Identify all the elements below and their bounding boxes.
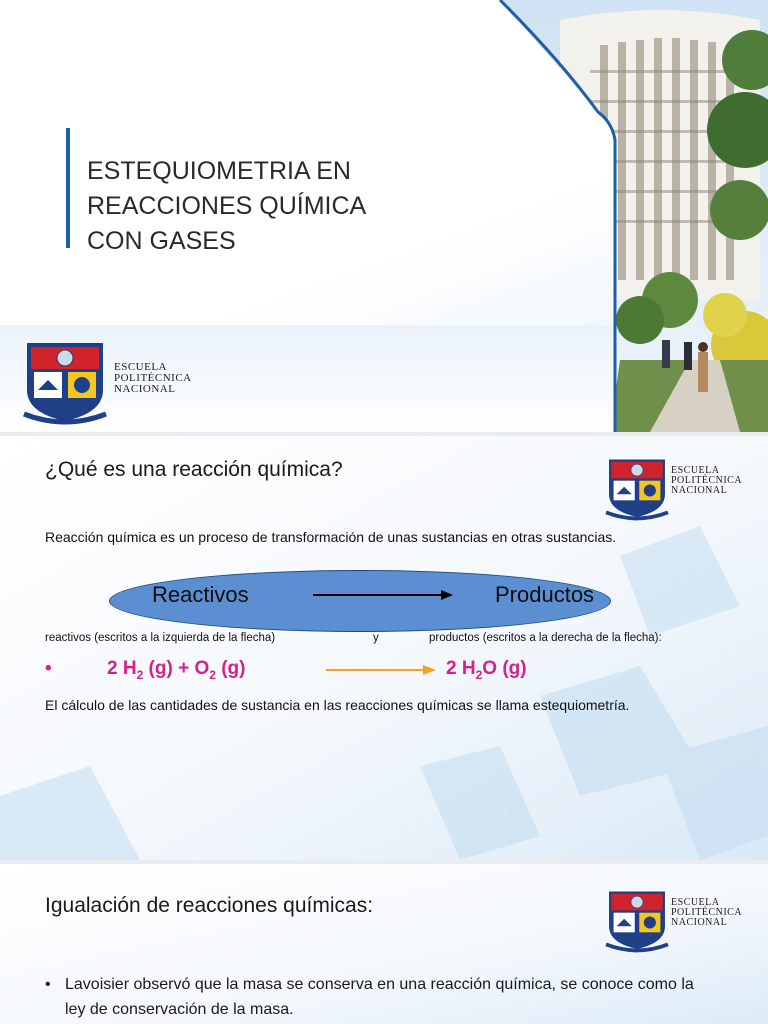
logo-text-line: POLITÉCNICA <box>671 475 743 486</box>
reactivos-note: reactivos (escritos a la izquierda de la flecha) <box>45 632 276 644</box>
shield-icon <box>603 886 671 956</box>
epn-logo <box>20 340 200 426</box>
logo-text <box>671 898 742 928</box>
slide-title <box>0 0 768 432</box>
title-accent-bar <box>66 128 70 248</box>
logo-text-line: ESCUELA <box>114 361 167 373</box>
bullet: • <box>45 976 51 993</box>
logo-text-line: NACIONAL <box>671 485 728 496</box>
slide-heading: ¿Qué es una reacción química? <box>45 458 343 481</box>
conjunction: y <box>373 632 379 644</box>
logo-text-line: ESCUELA <box>671 465 720 476</box>
title-line-2: REACCIONES QUÍMICA <box>87 192 367 220</box>
definition-text: Reacción química es un proceso de transformación de unas sustancias en otras sustancias. <box>45 529 617 545</box>
arrow-right-icon <box>313 589 453 601</box>
logo-text-line: POLITÉCNICA <box>671 907 743 918</box>
shield-icon <box>20 340 110 426</box>
reactivos-label: Reactivos <box>152 582 249 607</box>
title-line-1: ESTEQUIOMETRIA EN <box>87 157 351 185</box>
lavoisier-text: Lavoisier observó que la masa se conserva en una reacción química, se conoce como la ley de conservación de la masa. <box>65 976 694 1018</box>
arrow-right-icon <box>326 663 436 677</box>
list-item <box>45 972 705 1022</box>
productos-label: Productos <box>495 582 595 607</box>
logo-text <box>114 362 192 395</box>
logo-text-line: ESCUELA <box>671 897 720 908</box>
logo-text <box>671 466 742 496</box>
slide-heading: Igualación de reacciones químicas: <box>45 894 374 917</box>
title-line-3: CON GASES <box>87 227 236 255</box>
equation-reactants: 2 $H_2$ $(g) + O_2$ (g) <box>107 658 246 682</box>
logo-text-line: POLITÉCNICA <box>114 372 192 384</box>
bullet: • <box>45 658 52 679</box>
productos-note: productos (escritos a la derecha de la flecha): <box>429 632 662 644</box>
slide-balancing <box>0 864 768 1024</box>
equation-products: 2 $H_2O$ (g) <box>446 658 527 682</box>
presentation-title <box>87 154 417 259</box>
stoichiometry-text: El cálculo de las cantidades de sustancia en las reacciones químicas se llama estequiometría. <box>45 697 630 713</box>
logo-text-line: NACIONAL <box>114 383 176 395</box>
epn-logo <box>603 886 763 972</box>
slide-reaction <box>0 436 768 860</box>
shield-icon <box>603 454 671 524</box>
logo-text-line: NACIONAL <box>671 917 728 928</box>
